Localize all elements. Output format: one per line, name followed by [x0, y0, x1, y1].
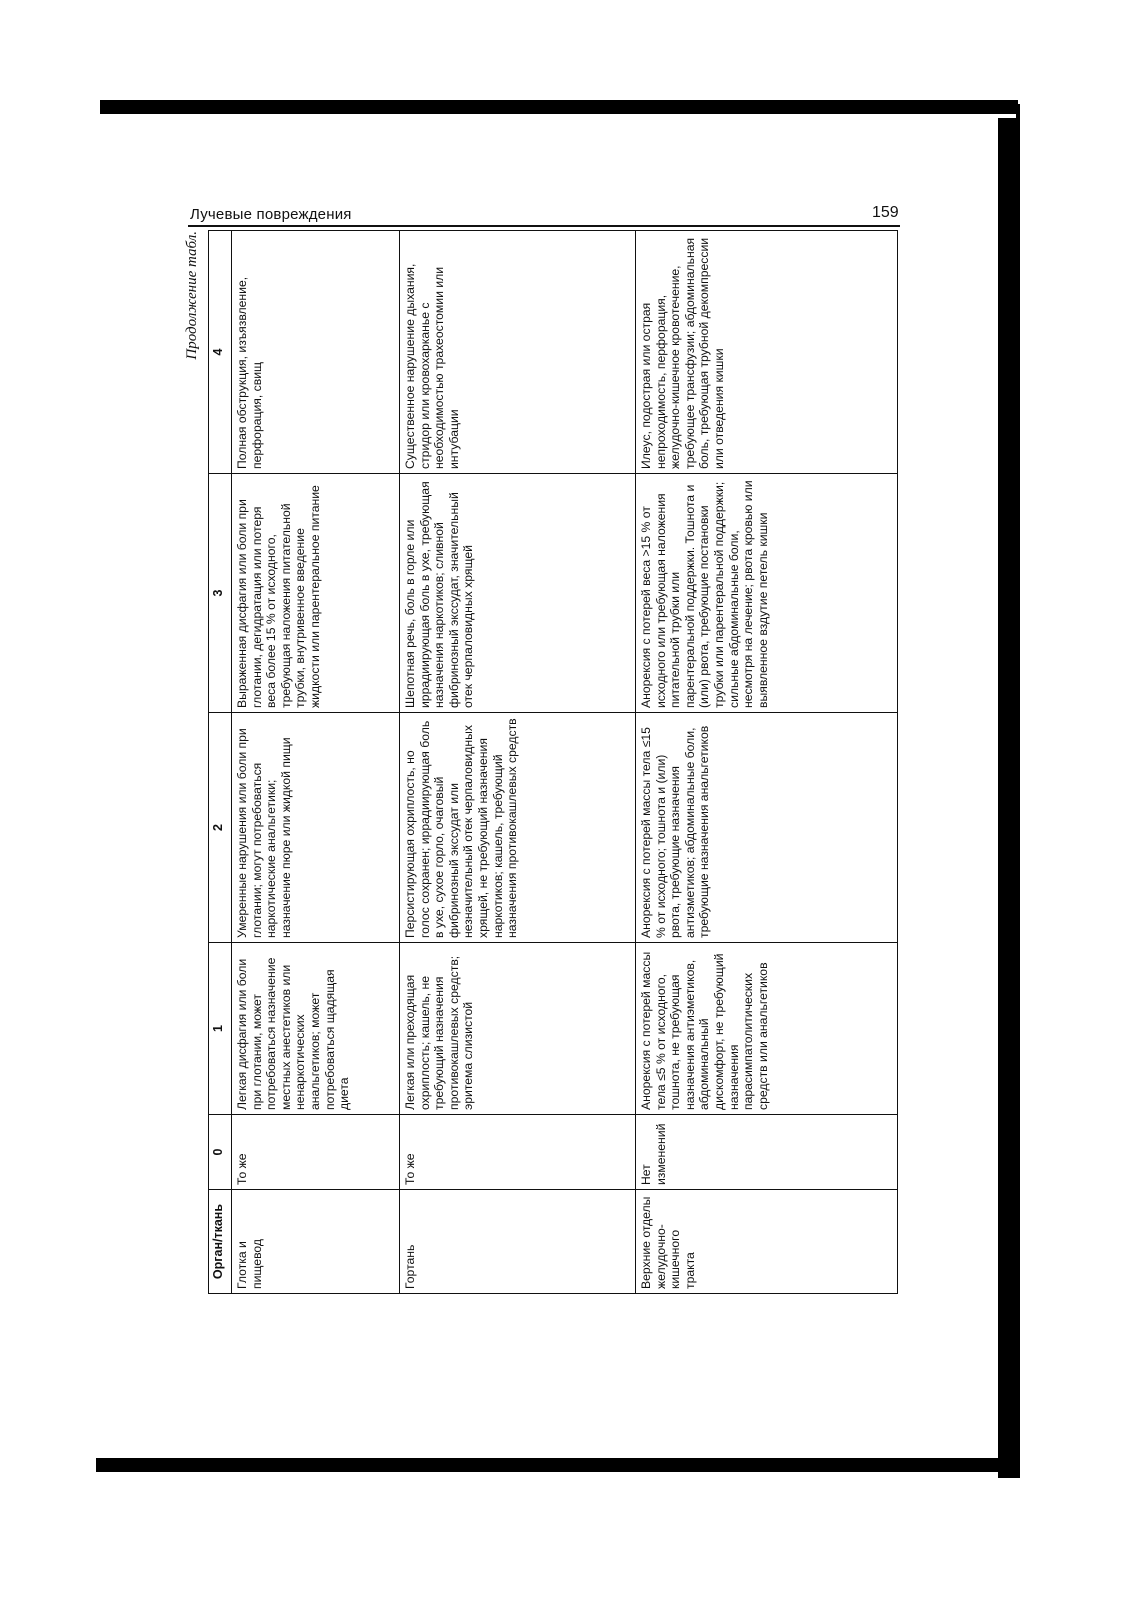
table-cell: Легкая дисфагия или боли при глотании, может потребоваться назначение местных анестетиков или ненаркотических анальгетиков; может потребоваться щадящая диета: [232, 943, 400, 1115]
table-row: [232, 231, 400, 1294]
table-cell: Выраженная дисфагия или боли при глотании, дегидратация или потеря веса более 15 % от исходного, требующая наложения питательной трубки, внутривенное введение жидкости или парентеральное питание: [232, 474, 400, 713]
table-row: [636, 231, 898, 1294]
table-cell: Легкая или преходящая охриплость; кашель, не требующий назначения противокашлевых средств; эритема слизистой: [400, 943, 636, 1115]
column-header-grade-3: 3: [209, 474, 232, 713]
table-cell: Персистирующая охриплость, но голос сохранен; иррадиирующая боль в ухе, сухое горло, очаговый фибринозный экссудат или незначительный отек черпаловидных хрящей, не требующий назначения наркотиков; кашель, требующий назначения противокашлевых средств: [400, 713, 636, 943]
column-header-grade-1: 1: [209, 943, 232, 1115]
table-cell: Шепотная речь, боль в горле или иррадиирующая боль в ухе, требующая назначения наркотиков; сливной фибринозный экссудат, значительный отек черпаловидных хрящей: [400, 474, 636, 713]
scan-border-bottom: [96, 1458, 1018, 1472]
running-title: Лучевые повреждения: [190, 206, 352, 223]
table-row: [400, 231, 636, 1294]
table-cell: Илеус, подострая или острая непроходимость, перфорация, желудочно-кишечное кровотечение, требующее трансфузии; абдоминальная боль, требующая трубной декомпрессии или отведения кишки: [636, 231, 898, 474]
table-cell: Анорексия с потерей массы тела ≤15 % от исходного; тошнота и (или) рвота, требующие назначения антиэметиков; абдоминальные боли, требующие назначения анальгетиков: [636, 713, 898, 943]
table-cell: Существенное нарушение дыхания, стридор или кровохарканье с необходимостью трахеостомии или интубации: [400, 231, 636, 474]
column-header-grade-2: 2: [209, 713, 232, 943]
scan-border-right: [998, 118, 1020, 1478]
column-header-grade-0: 0: [209, 1115, 232, 1190]
column-header-organ: Орган/ткань: [209, 1190, 232, 1294]
table-cell: Умеренные нарушения или боли при глотании; могут потребоваться наркотические анальгетики; назначение пюре или жидкой пищи: [232, 713, 400, 943]
table-continuation-note: Продолжение табл.: [184, 231, 200, 360]
page-number: 159: [872, 204, 899, 221]
scan-border-top: [100, 100, 1018, 114]
table-cell: Нет изменений: [636, 1115, 898, 1190]
toxicity-table: [208, 230, 898, 1294]
header-rule: [188, 225, 900, 227]
rotated-table-block: [184, 231, 898, 1294]
table-cell: То же: [400, 1115, 636, 1190]
table-header-row: [209, 231, 232, 1294]
table-cell: Глотка и пищевод: [232, 1190, 400, 1294]
column-header-grade-4: 4: [209, 231, 232, 474]
table-cell: Полная обструкция, изъязвление, перфорация, свищ: [232, 231, 400, 474]
table-cell: Гортань: [400, 1190, 636, 1294]
table-cell: Анорексия с потерей массы тела ≤5 % от исходного, тошнота, не требующая назначения антиэметиков, абдоминальный дискомфорт, не требующий назначения парасимпатолитических средств или анальгетиков: [636, 943, 898, 1115]
table-cell: То же: [232, 1115, 400, 1190]
table-cell: Анорексия с потерей веса >15 % от исходного или требующая наложения питательной трубки или парентеральной поддержки. Тошнота и (или) рвота, требующие постановки трубки или парентеральной поддержки; сильные абдоминальные боли, несмотря на лечение; рвота кровью или выявленное вздутие петель кишки: [636, 474, 898, 713]
table-cell: Верхние отделы желудочно-кишечного тракта: [636, 1190, 898, 1294]
